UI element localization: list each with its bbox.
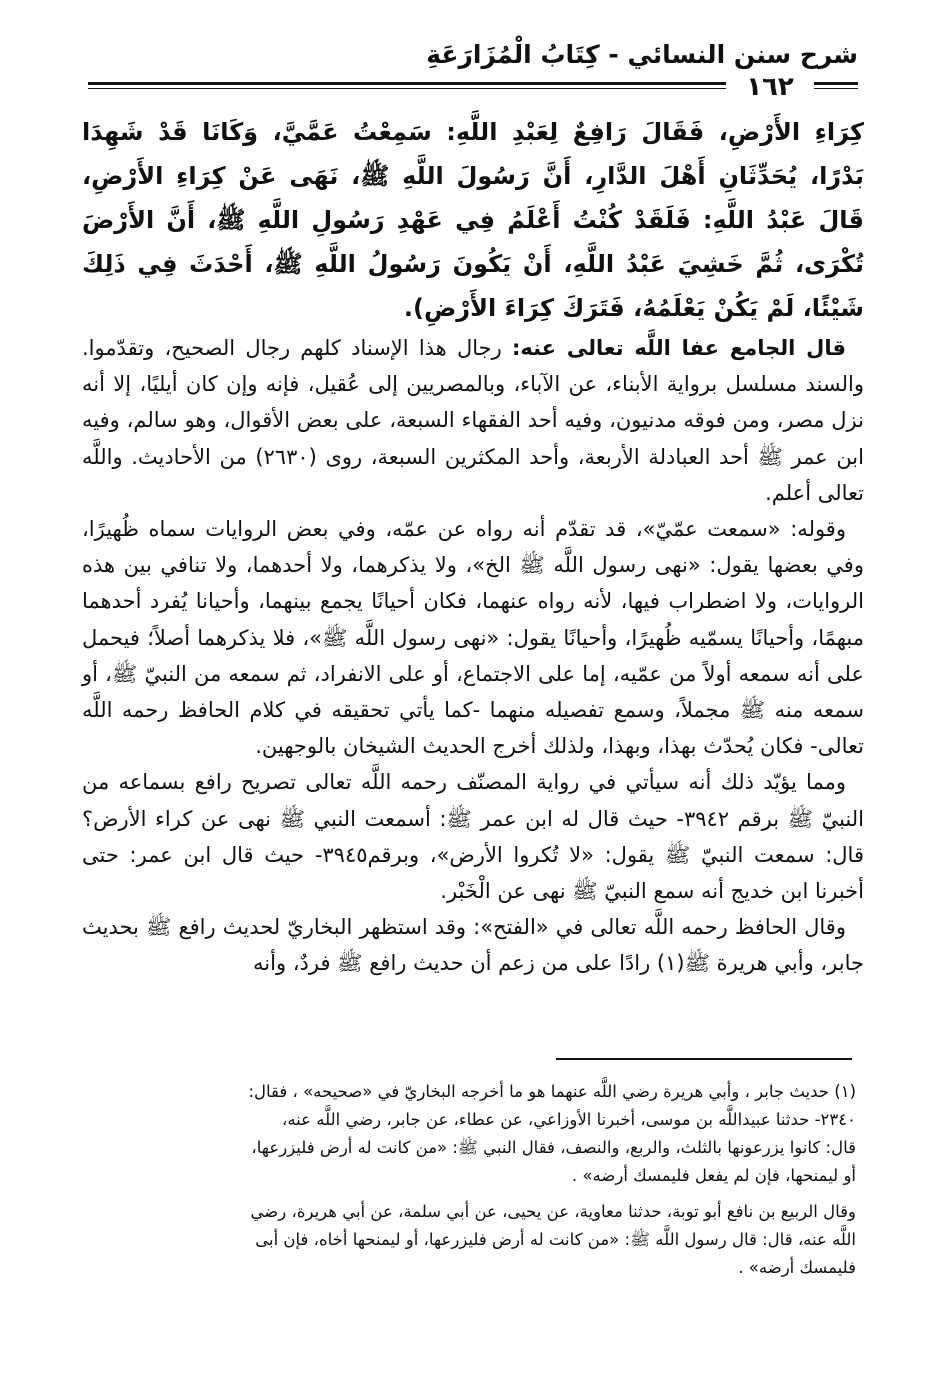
page-header <box>88 38 858 78</box>
hadith-text: كِرَاءِ الأَرْضِ، فَقَالَ رَافِعٌ لِعَبْدِ اللَّهِ: سَمِعْتُ عَمَّيَّ، وَكَانَا قَدْ شَهِدَا بَدْرًا، يُحَدِّثَانِ أَهْلَ الدَّارِ، أَنَّ رَسُولَ اللَّهِ ﷺ، نَهَى عَنْ كِرَاءِ الأَرْضِ، قَالَ عَبْدُ اللَّهِ: فَلَقَدْ كُنْتُ أَعْلَمُ فِي عَهْدِ رَسُولِ اللَّهِ ﷺ، أَنَّ الأَرْضَ تُكْرَى، ثُمَّ خَشِيَ عَبْدُ اللَّهِ، أَنْ يَكُونَ رَسُولُ اللَّهِ ﷺ، أَحْدَثَ فِي ذَلِكَ شَيْئًا، لَمْ يَكُنْ يَعْلَمُهُ، فَتَرَكَ كِرَاءَ الأَرْضِ). <box>82 118 864 322</box>
page-number: ١٦٢ <box>726 74 814 102</box>
footnotes <box>84 1078 856 1282</box>
footnote-line: ٢٣٤٠- حدثنا عبيداللَّه بن موسى، أخبرنا الأوزاعي، عن عطاء، عن جابر، رضي اللَّه عنه، <box>282 1110 856 1129</box>
isnad-commentary: رجال هذا الإسناد كلهم رجال الصحيح، وتقدّموا. والسند مسلسل برواية الأبناء، عن الآباء، وبالمصريين إلى عُقيل، فإنه وإن كان أيليًا، إلا أنه نزل مصر، ومن فوقه مدنيون، وفيه أحد الفقهاء السبعة، على بعض الأقوال، وهو سالم، وفيه ابن عمر ﷺ أحد العبادلة الأربعة، وأحد المكثرين السبعة، روى (٢٦٣٠) من الأحاديث. واللَّه تعالى أعلم. <box>82 336 864 505</box>
footnote-line: فليمسك أرضه» . <box>738 1258 856 1277</box>
footnote-line: اللَّه عنه، قال: قال رسول اللَّه ﷺ: «من كانت له أرض فليزرعها، أو ليمنحها أخاه، فإن أبى <box>255 1230 856 1249</box>
footnote-separator <box>556 1058 852 1060</box>
running-title: شرح سنن النسائي - كِتَابُ الْمُزَارَعَةِ <box>426 40 858 69</box>
footnote-line: وقال الربيع بن نافع أبو توبة، حدثنا معاوية، عن يحيى، عن أبي سلمة، عن أبي هريرة، رضي <box>250 1202 856 1221</box>
footnote-line: قال: كانوا يزرعونها بالثلث، والربع، والنصف، فقال النبي ﷺ: «من كانت له أرض فليزرعها، <box>251 1138 856 1157</box>
footnote-line: (١) حديث جابر ، وأبي هريرة رضي اللَّه عنهما هو ما أخرجه البخاريّ في «صحيحه» ، فقال: <box>248 1082 856 1101</box>
commentary-paragraph-support: ومما يؤيّد ذلك أنه سيأتي في رواية المصنّف رحمه اللَّه تعالى تصريح رافع بسماعه من النبيّ ﷺ برقم ٣٩٤٢- حيث قال له ابن عمر ﷺ: أسمعت النبي ﷺ نهى عن كراء الأرض؟ قال: سمعت النبيّ ﷺ يقول: «لا تُكروا الأرض»، وبرقم٣٩٤٥- حيث قال ابن عمر: حتى أخبرنا ابن خديج أنه سمع النبيّ ﷺ نهى عن الْخَبْر. <box>82 770 864 904</box>
commentary-paragraph-isnad <box>82 330 864 511</box>
commentary-paragraph-uncles: وقوله: «سمعت عمّيّ»، قد تقدّم أنه رواه عن عمّه، وفي بعض الروايات سماه ظُهيرًا، وفي بعضها يقول: «نهى رسول اللَّه ﷺ الخ»، ولا يذكرهما، ولا أحدهما، ولا تنافي بين هذه الروايات، ولا اضطراب فيها، لأنه رواه عنهما، فكان أحيانًا يجمع بينهما، وأحيانا يُفرد أحدهما مبهمًا، وأحيانًا يسمّيه ظُهيرًا، وأحيانًا يقول: «نهى رسول اللَّه ﷺ»، فلا يذكرهما أصلاً؛ فيحمل على أنه سمعه أولاً من عمّيه، إما على الاجتماع، أو على الانفراد، ثم سمعه من النبيّ ﷺ، أو سمعه منه ﷺ مجملاً، وسمع تفصيله منهما -كما يأتي تحقيقه في كلام الحافظ رحمه اللَّه تعالى- فكان يُحدّث بهذا، وبهذا، ولذلك أخرج الحديث الشيخان بالوجهين. <box>82 517 864 759</box>
footnote-gap <box>84 1190 856 1198</box>
main-text <box>82 110 864 982</box>
footnote-line: أو ليمنحها، فإن لم يفعل فليمسك أرضه» . <box>571 1166 856 1185</box>
commentary-paragraph-fath: وقال الحافظ رحمه اللَّه تعالى في «الفتح»: وقد استظهر البخاريّ لحديث رافع ﷺ بحديث جابر، وأبي هريرة ﷺ(١) رادًا على من زعم أن حديث رافع ﷺ فردٌ، وأنه <box>82 915 864 976</box>
compiler-remark-lead: قال الجامع عفا اللَّه تعالى عنه: <box>511 336 846 360</box>
